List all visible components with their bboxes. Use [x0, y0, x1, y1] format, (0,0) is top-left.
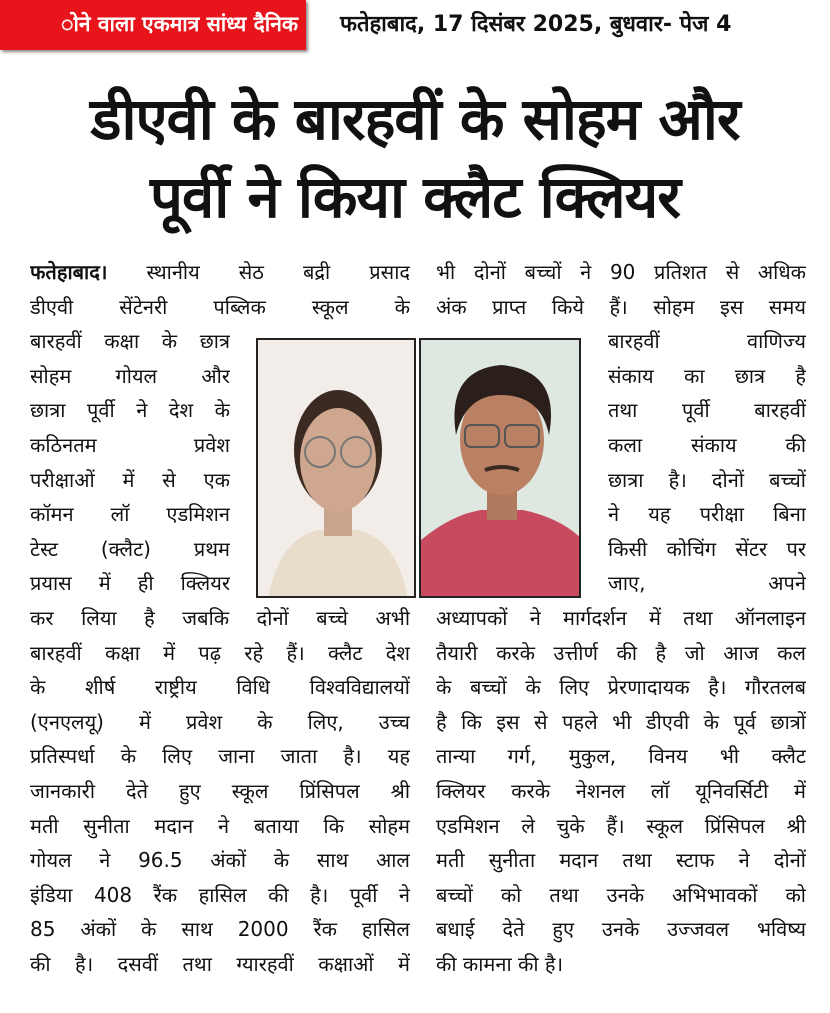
- article-line: कठिनतम प्रवेश: [30, 432, 230, 457]
- article-line: की कामना की है।: [436, 951, 564, 976]
- article-line: सोहम गोयल और: [30, 363, 230, 388]
- article-line: डीएवी सेंटेनरी पब्लिक स्कूल के: [30, 294, 410, 319]
- article-line: (एनएलयू) में प्रवेश के लिए, उच्च: [30, 709, 410, 734]
- article-line: जाए, अपने: [608, 571, 806, 596]
- article-line: किसी कोचिंग सेंटर पर: [608, 536, 806, 561]
- article-line: परीक्षाओं में से एक: [30, 467, 230, 492]
- article-line: छात्रा पूर्वी ने देश के: [30, 398, 230, 423]
- article-line: इंडिया 408 रैंक हासिल की है। पूर्वी ने: [30, 882, 410, 907]
- portrait-image: [421, 340, 581, 598]
- article-line: जानकारी देते हुए स्कूल प्रिंसिपल श्री: [30, 778, 410, 803]
- article-line: मती सुनीता मदान ने बताया कि सोहम: [30, 813, 410, 838]
- article-line: ने यह परीक्षा बिना: [608, 502, 806, 527]
- article-text: स्थानीय सेठ बद्री प्रसाद: [107, 260, 410, 284]
- article-line: बच्चों को तथा उनके अभिभावकों को: [436, 882, 806, 907]
- article-line: के बच्चों के लिए प्रेरणादायक है। गौरतलब: [436, 675, 806, 700]
- article-line: प्रयास में ही क्लियर: [30, 571, 230, 596]
- article-line: क्लियर करके नेशनल लॉ यूनिवर्सिटी में: [436, 778, 806, 803]
- article-line: के शीर्ष राष्ट्रीय विधि विश्वविद्यालयों: [30, 675, 410, 700]
- photo-soham: [419, 338, 581, 598]
- article-line: तैयारी करके उत्तीर्ण की है जो आज कल: [436, 640, 806, 665]
- article-line: अध्यापकों ने मार्गदर्शन में तथा ऑनलाइन: [436, 605, 806, 630]
- article-line: बारहवीं वाणिज्य: [608, 329, 806, 354]
- article-line: बारहवीं कक्षा में पढ़ रहे हैं। क्लैट देश: [30, 640, 410, 665]
- article-line: कला संकाय की: [608, 432, 806, 457]
- article-line: है कि इस से पहले भी डीएवी के पूर्व छात्रों: [436, 709, 806, 734]
- article-line: तथा पूर्वी बारहवीं: [608, 398, 806, 423]
- article-line: कर लिया है जबकि दोनों बच्चे अभी: [30, 605, 410, 630]
- headline-line-1: डीएवी के बारहवीं के सोहम और: [90, 85, 740, 153]
- portrait-image: [258, 340, 416, 598]
- article-line: गोयल ने 96.5 अंकों के साथ आल: [30, 848, 410, 873]
- article-line: 85 अंकों के साथ 2000 रैंक हासिल: [30, 917, 410, 942]
- article-line: कॉमन लॉ एडमिशन: [30, 502, 230, 527]
- article-line: एडमिशन ले चुके हैं। स्कूल प्रिंसिपल श्री: [436, 813, 806, 838]
- article-line: [30, 255, 410, 290]
- article-line: संकाय का छात्र है: [608, 363, 806, 388]
- article-dateline: फतेहाबाद।: [30, 260, 108, 284]
- masthead-tagline: ोने वाला एकमात्र सांध्य दैनिक: [0, 0, 306, 50]
- headline-line-2: पूर्वी ने किया क्लैट क्लियर: [150, 163, 680, 231]
- article-line: तान्या गर्ग, मुकुल, विनय भी क्लैट: [436, 744, 806, 769]
- article-line: छात्रा है। दोनों बच्चों: [608, 467, 806, 492]
- article-line: की है। दसवीं तथा ग्यारहवीं कक्षाओं में: [30, 951, 410, 976]
- article-line: भी दोनों बच्चों ने 90 प्रतिशत से अधिक: [436, 260, 806, 284]
- article-line: अंक प्राप्त किये हैं। सोहम इस समय: [436, 294, 806, 319]
- article-line: टेस्ट (क्लैट) प्रथम: [30, 536, 230, 561]
- article-line: बधाई देते हुए उनके उज्जवल भविष्य: [436, 917, 806, 942]
- article-line: बारहवीं कक्षा के छात्र: [30, 329, 230, 354]
- article-line: मती सुनीता मदान तथा स्टाफ ने दोनों: [436, 848, 806, 873]
- photo-purvi: [256, 338, 416, 598]
- article-line: प्रतिस्पर्धा के लिए जाना जाता है। यह: [30, 744, 410, 769]
- masthead-dateline: फतेहाबाद, 17 दिसंबर 2025, बुधवार- पेज 4: [340, 12, 732, 37]
